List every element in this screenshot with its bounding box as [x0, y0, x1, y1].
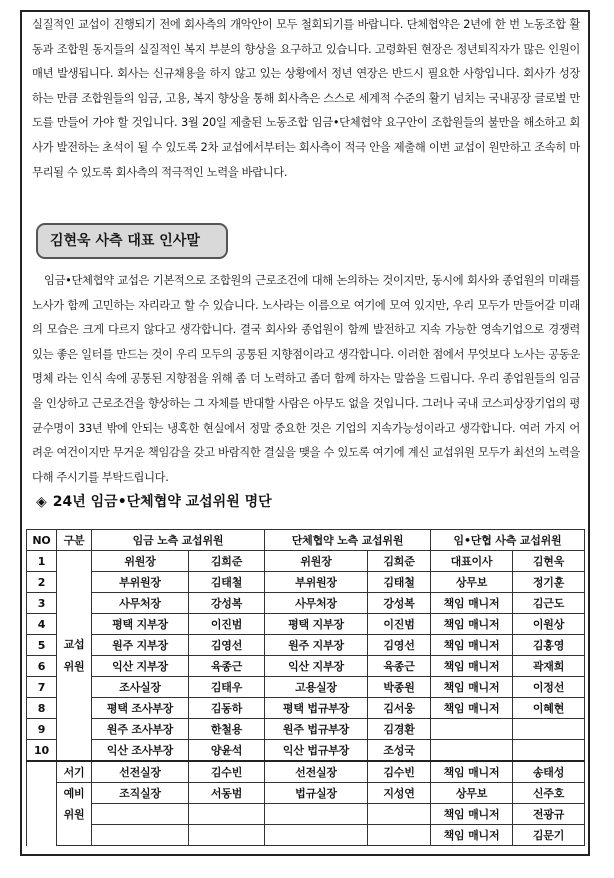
document-page: [20, 10, 590, 856]
header-cba-union: 단체협약 노측 교섭위원: [265, 530, 431, 551]
cell-co-pos: 책임 매니저: [431, 656, 513, 677]
cell-wage-pos: 익산 지부장: [92, 656, 189, 677]
cell-co-name: [513, 719, 585, 740]
cell-co-pos: 상무보: [431, 783, 513, 804]
negotiation-committee-table: [26, 529, 585, 846]
cell-cba-pos: 법규실장: [265, 783, 368, 804]
cell-cba-name: 김서웅: [368, 698, 431, 719]
header-company: 임•단협 사측 교섭위원: [431, 530, 585, 551]
cell-wage-pos: 원주 지부장: [92, 635, 189, 656]
table-row: [27, 572, 585, 593]
cell-co-pos: 책임 매니저: [431, 698, 513, 719]
row-number: 3: [27, 593, 57, 614]
cell-cba-pos: 고용실장: [265, 677, 368, 698]
cell-co-name: 김현욱: [513, 551, 585, 572]
cell-cba-pos: 평택 법규부장: [265, 698, 368, 719]
cell-wage-name: [189, 804, 265, 825]
category-main-cell: 교섭 위원: [57, 551, 92, 762]
cell-co-name: 신주호: [513, 783, 585, 804]
cell-wage-pos: 조직실장: [92, 783, 189, 804]
cell-co-name: 이원상: [513, 614, 585, 635]
cell-co-name: [513, 740, 585, 762]
cell-co-pos: 책임 매니저: [431, 804, 513, 825]
union-paragraph: 실질적인 교섭이 진행되기 전에 회사측의 개악안이 모두 철회되기를 바랍니다. 단체협약은 2년에 한 번 노동조합 활동과 조합원 동지들의 실질적인 복지 부분의 향상을 요구하고 있습니다. 고령화된 현장은 정년퇴직자가 많은 인원이 매년 발생됩니다. 회사는 신규채용을 하지 않고 있는 상황에서 정년 연장은 반드시 필요한 사항입니다. 회사가 성장하는 만큼 조합원들의 임금, 고용, 복지 향상을 통해 회사측은 스스로 세계적 수준의 활기 넘치는 국내공장 글로벌 만도를 만들어 가야 할 것입니다. 3월 20일 제출된 노동조합 임금•단체협약 요구안이 조합원들의 불만을 해소하고 회사가 발전하는 초석이 될 수 있도록 2차 교섭에서부터는 회사측이 적극 안을 제출해 이번 교섭이 원만하고 조속히 마무리될 수 있도록 회사측의 적극적인 노력을 바랍니다.: [32, 18, 580, 179]
table-row-reserve: [27, 825, 585, 846]
cell-cba-pos: 부위원장: [265, 572, 368, 593]
cell-co-pos: 책임 매니저: [431, 635, 513, 656]
cell-wage-pos: 평택 지부장: [92, 614, 189, 635]
cell-co-pos: 책임 매니저: [431, 593, 513, 614]
cell-wage-name: [189, 825, 265, 846]
category-clerk-cell: 서기: [57, 761, 92, 783]
cell-cba-pos: 사무처장: [265, 593, 368, 614]
table-row: [27, 656, 585, 677]
cell-cba-name: [368, 825, 431, 846]
cell-co-pos: [431, 740, 513, 762]
header-category: 구분: [57, 530, 92, 551]
cell-cba-name: 김경환: [368, 719, 431, 740]
cell-cba-pos: 원주 법규부장: [265, 719, 368, 740]
cell-wage-name: 김수빈: [189, 761, 265, 783]
cell-wage-name: 양윤석: [189, 740, 265, 762]
cell-cba-pos: 평택 지부장: [265, 614, 368, 635]
row-number: 10: [27, 740, 57, 762]
header-wage-union: 임금 노측 교섭위원: [92, 530, 265, 551]
cell-wage-name: 김영선: [189, 635, 265, 656]
diamond-bullet-icon: ◈: [36, 494, 47, 510]
cell-wage-pos: 평택 조사부장: [92, 698, 189, 719]
cell-co-name: 곽재희: [513, 656, 585, 677]
cell-cba-pos: [265, 804, 368, 825]
table-row: [27, 677, 585, 698]
cell-wage-pos: 익산 조사부장: [92, 740, 189, 762]
cell-wage-pos: [92, 804, 189, 825]
cell-co-name: 김홍영: [513, 635, 585, 656]
table-row: [27, 551, 585, 572]
cell-cba-pos: 원주 지부장: [265, 635, 368, 656]
cell-wage-name: 한철용: [189, 719, 265, 740]
cell-co-pos: 책임 매니저: [431, 761, 513, 783]
cell-wage-pos: 조사실장: [92, 677, 189, 698]
cell-cba-name: 김태철: [368, 572, 431, 593]
cell-cba-name: 김영선: [368, 635, 431, 656]
cell-co-pos: 대표이사: [431, 551, 513, 572]
cell-wage-name: 이진범: [189, 614, 265, 635]
cell-co-name: 이혜현: [513, 698, 585, 719]
cell-wage-name: 김희준: [189, 551, 265, 572]
cell-wage-name: 김동하: [189, 698, 265, 719]
cell-cba-name: 강성복: [368, 593, 431, 614]
cell-wage-pos: 선전실장: [92, 761, 189, 783]
table-row: [27, 614, 585, 635]
cell-cba-name: 박종원: [368, 677, 431, 698]
row-number: 9: [27, 719, 57, 740]
table-row: [27, 593, 585, 614]
row-number: 7: [27, 677, 57, 698]
cell-cba-pos: 익산 지부장: [265, 656, 368, 677]
cell-co-name: 송태성: [513, 761, 585, 783]
cell-wage-pos: 위원장: [92, 551, 189, 572]
cell-co-name: 정기훈: [513, 572, 585, 593]
row-number-empty: [27, 761, 57, 846]
cell-wage-name: 서동범: [189, 783, 265, 804]
cell-wage-name: 강성복: [189, 593, 265, 614]
cell-co-pos: 상무보: [431, 572, 513, 593]
cell-cba-name: 이진범: [368, 614, 431, 635]
header-no: NO: [27, 530, 57, 551]
table-row: [27, 635, 585, 656]
cell-cba-name: [368, 804, 431, 825]
cell-cba-name: 김희준: [368, 551, 431, 572]
table-row: [27, 719, 585, 740]
section-heading-greeting: 김현욱 사측 대표 인사말: [36, 223, 228, 259]
row-number: 2: [27, 572, 57, 593]
cell-wage-name: 김태우: [189, 677, 265, 698]
cell-co-name: 김문기: [513, 825, 585, 846]
cell-wage-name: 김태철: [189, 572, 265, 593]
cell-co-pos: 책임 매니저: [431, 825, 513, 846]
cell-co-name: 김근도: [513, 593, 585, 614]
roster-title-text: 24년 임금•단체협약 교섭위원 명단: [52, 494, 272, 510]
table-row-reserve: [27, 783, 585, 804]
row-number: 1: [27, 551, 57, 572]
greeting-paragraph: 임금•단체협약 교섭은 기본적으로 조합원의 근로조건에 대해 논의하는 것이지만, 동시에 회사와 종업원의 미래를 노사가 함께 고민하는 자리라고 할 수 있습니다. 노사라는 이름으로 여기에 모여 있지만, 우리 모두가 만들어갈 미래의 모습은 크게 다르지 않다고 생각합니다. 결국 회사와 종업원이 함께 발전하고 지속 가능한 영속기업으로 경쟁력 있는 좋은 일터를 만드는 것이 우리 모두의 공통된 지향점이라고 생각합니다. 이러한 점에서 무엇보다 노사는 공동운명체 라는 인식 속에 공통된 지향점을 위해 좀 더 노력하고 좀더 함께 하자는 말씀을 드립니다. 우리 종업원들의 임금을 인상하고 근로조건을 향상하는 그 자체를 반대할 사람은 아무도 없을 것입니다. 그러나 국내 코스피상장기업의 평균수명이 33년 밖에 안되는 냉혹한 현실에서 정말 중요한 것은 기업의 지속가능성이라고 생각합니다. 여러 가지 어려운 여건이지만 무거운 책임감을 갖고 바람직한 결실을 맺을 수 있도록 여기에 계신 교섭위원 모두가 최선의 노력을 다해 주시기를 부탁드립니다.: [32, 274, 580, 484]
table-header-row: [27, 530, 585, 551]
cell-wage-name: 육종근: [189, 656, 265, 677]
cell-cba-name: 육종근: [368, 656, 431, 677]
cell-cba-name: 지성연: [368, 783, 431, 804]
table-row: [27, 698, 585, 719]
cell-wage-pos: 원주 조사부장: [92, 719, 189, 740]
row-number: 4: [27, 614, 57, 635]
cell-cba-name: 김수빈: [368, 761, 431, 783]
cell-cba-pos: 선전실장: [265, 761, 368, 783]
cell-cba-pos: [265, 825, 368, 846]
table-row: [27, 740, 585, 762]
cell-co-name: 전광규: [513, 804, 585, 825]
category-reserve-cell: 예비 위원: [57, 783, 92, 846]
cell-co-pos: 책임 매니저: [431, 677, 513, 698]
cell-wage-pos: 부위원장: [92, 572, 189, 593]
cell-cba-pos: 위원장: [265, 551, 368, 572]
table-row-reserve: [27, 804, 585, 825]
cell-wage-pos: [92, 825, 189, 846]
roster-title: [36, 492, 272, 512]
table-body: [27, 551, 585, 846]
row-number: 6: [27, 656, 57, 677]
cell-cba-name: 조성국: [368, 740, 431, 762]
cell-co-pos: [431, 719, 513, 740]
row-number: 8: [27, 698, 57, 719]
cell-co-pos: 책임 매니저: [431, 614, 513, 635]
table-row-clerk: [27, 761, 585, 783]
cell-cba-pos: 익산 법규부장: [265, 740, 368, 762]
cell-wage-pos: 사무처장: [92, 593, 189, 614]
cell-co-name: 이정선: [513, 677, 585, 698]
row-number: 5: [27, 635, 57, 656]
